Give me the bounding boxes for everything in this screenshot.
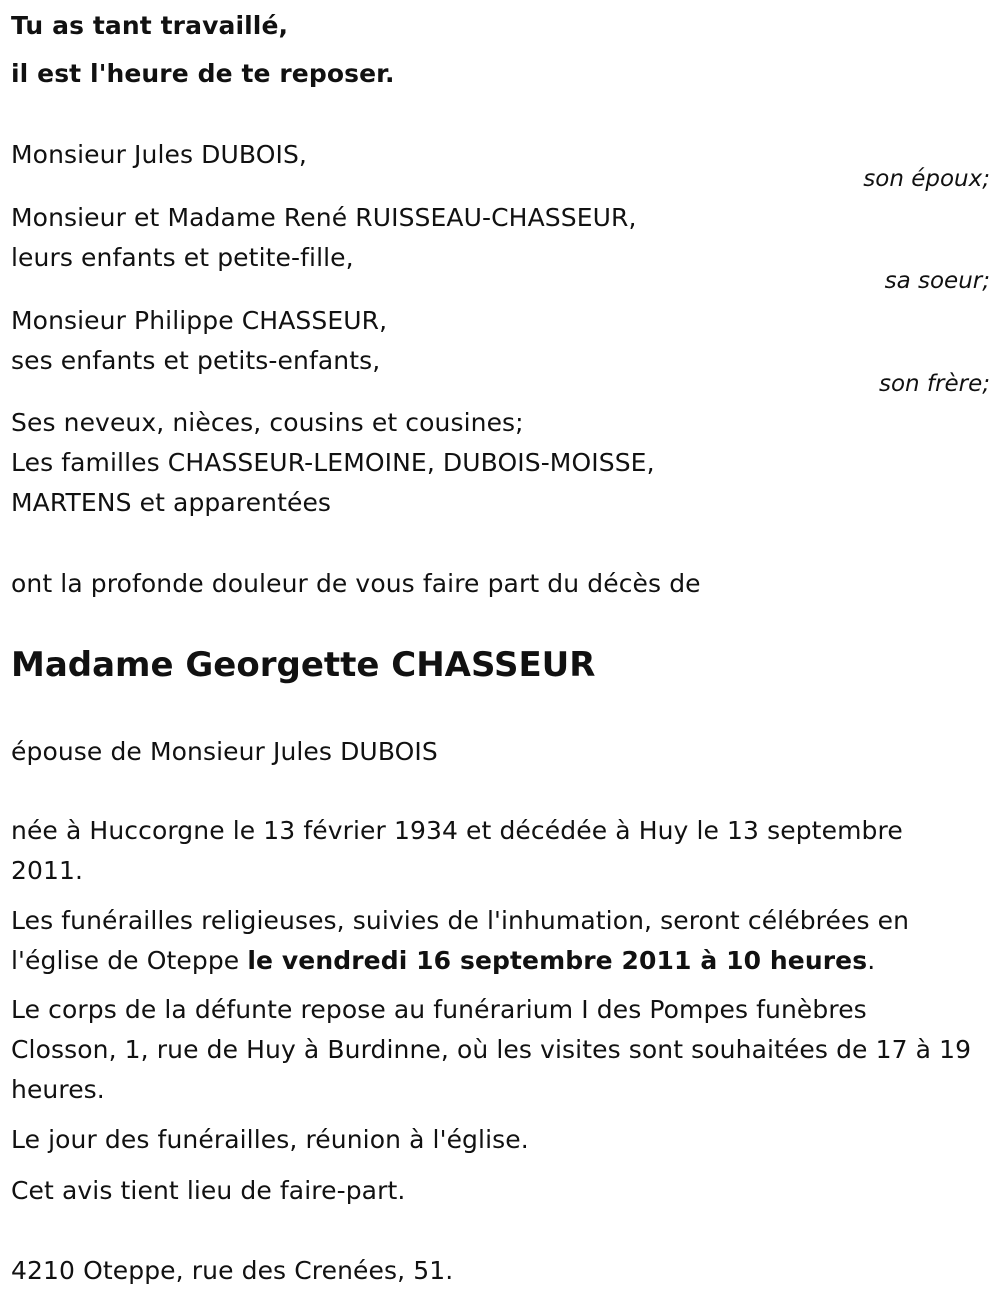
family-relation: son époux; [863,166,990,192]
funerarium-line: heures. [11,1075,105,1104]
spouse-line: épouse de Monsieur Jules DUBOIS [11,737,438,766]
family-relation: son frère; [878,371,990,397]
family-member-line: Monsieur Jules DUBOIS, [11,140,307,169]
meeting-line: Le jour des funérailles, réunion à l'église. [11,1125,529,1154]
epitaph-line-2: il est l'heure de te reposer. [11,59,395,88]
deceased-name: Madame Georgette CHASSEUR [11,645,596,685]
family-member-line: Monsieur et Madame René RUISSEAU-CHASSEUR, [11,203,637,232]
address-line: 4210 Oteppe, rue des Crenées, 51. [11,1256,454,1285]
family-member-line: Ses neveux, nièces, cousins et cousines; [11,408,524,437]
funeral-location: l'église de Oteppe [11,946,248,975]
family-member-line: Les familles CHASSEUR-LEMOINE, DUBOIS-MOISSE, [11,448,655,477]
family-relation: sa soeur; [884,268,990,294]
funeral-date-suffix: . [867,946,876,975]
funeral-date-line [11,941,875,981]
birth-death-line: 2011. [11,856,84,885]
funeral-date: le vendredi 16 septembre 2011 à 10 heures [247,946,868,975]
birth-death-line: née à Huccorgne le 13 février 1934 et décédée à Huy le 13 septembre [11,816,903,845]
family-member-line: Monsieur Philippe CHASSEUR, [11,306,388,335]
family-member-line: MARTENS et apparentées [11,488,332,517]
notice-line: Cet avis tient lieu de faire-part. [11,1176,406,1205]
funerarium-line: Closson, 1, rue de Huy à Burdinne, où les visites sont souhaitées de 17 à 19 [11,1035,972,1064]
funerarium-line: Le corps de la défunte repose au funérarium I des Pompes funèbres [11,995,867,1024]
funeral-line: Les funérailles religieuses, suivies de l'inhumation, seront célébrées en [11,906,910,935]
family-member-line: leurs enfants et petite-fille, [11,243,354,272]
family-member-line: ses enfants et petits-enfants, [11,346,381,375]
epitaph-line-1: Tu as tant travaillé, [11,11,289,40]
announcement-text: ont la profonde douleur de vous faire part du décès de [11,569,701,598]
